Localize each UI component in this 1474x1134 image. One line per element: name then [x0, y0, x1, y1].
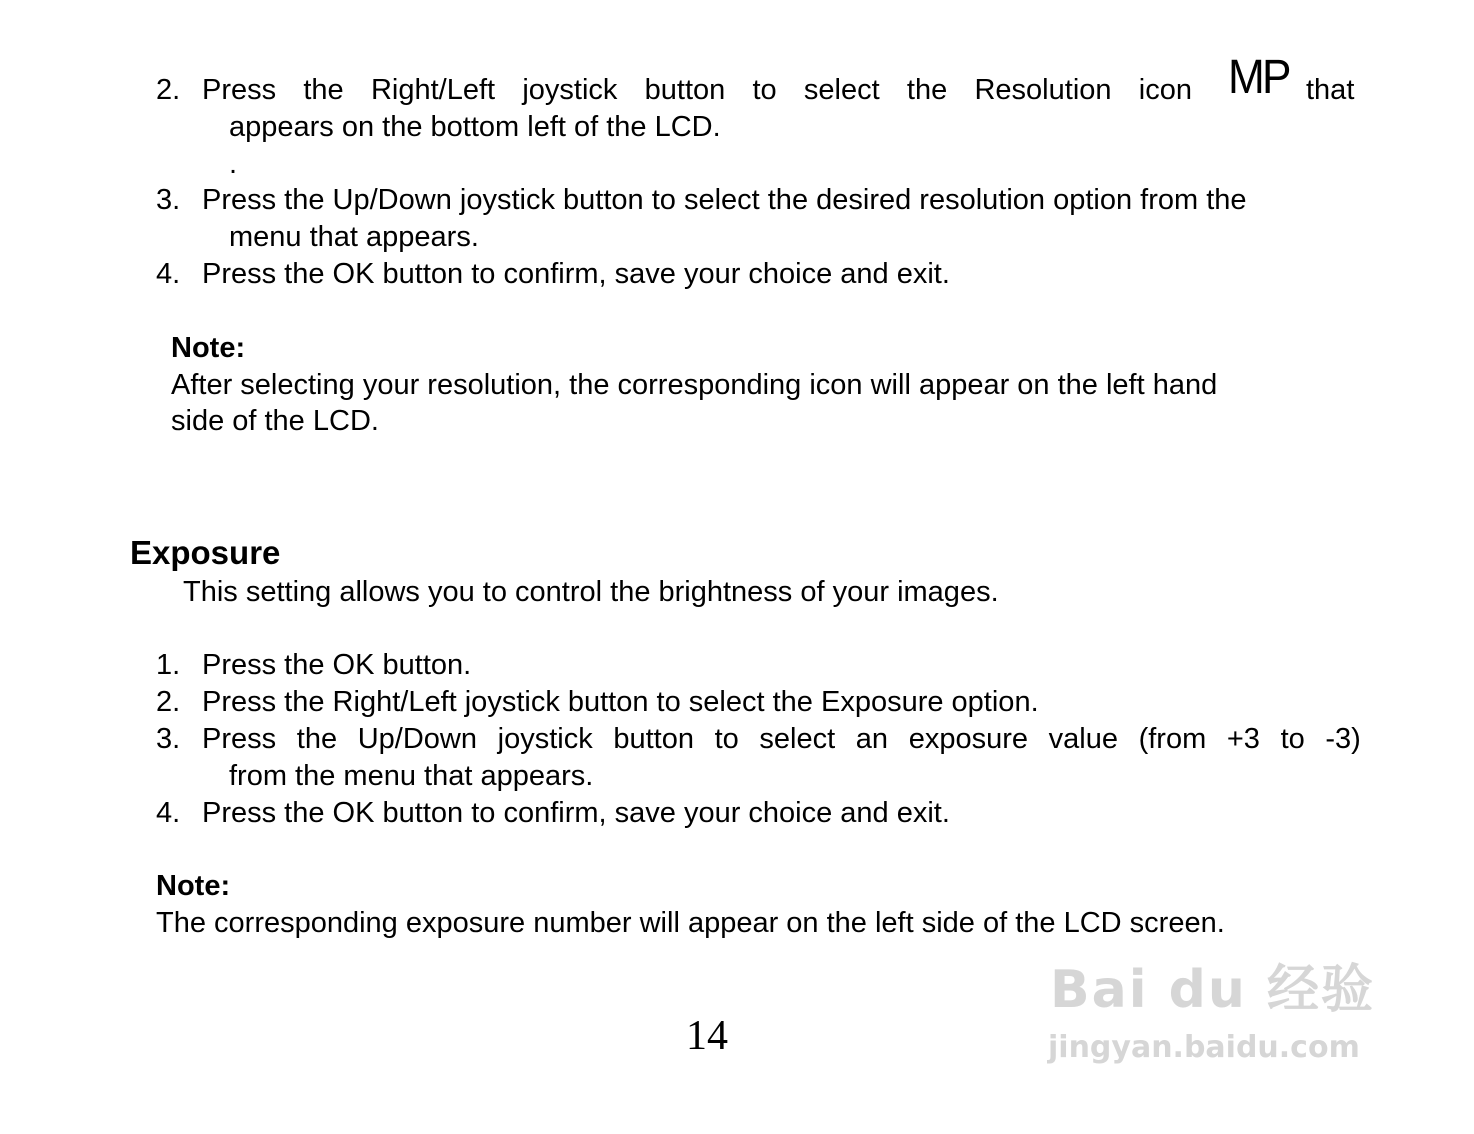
word: exposure — [908, 723, 1028, 755]
note-label: Note: — [171, 332, 246, 364]
list-number: 4. — [156, 258, 181, 290]
word: icon — [1138, 74, 1192, 106]
exposure-step-4-text: Press the OK button to confirm, save your choice and exit. — [202, 797, 950, 829]
list-number: 2. — [156, 686, 181, 718]
word: select — [803, 74, 880, 106]
word: -3) — [1325, 723, 1361, 755]
resolution-step-4-text: Press the OK button to confirm, save your choice and exit. — [202, 258, 950, 290]
baidu-watermark-logo: Bai du 经验 — [1050, 960, 1375, 1020]
word: value — [1048, 723, 1118, 755]
word: the — [906, 74, 948, 106]
exposure-intro: This setting allows you to control the brightness of your images. — [183, 576, 999, 608]
exposure-step-3-continuation: from the menu that appears. — [229, 760, 594, 792]
stray-period: . — [229, 148, 238, 180]
word: that — [1306, 74, 1355, 106]
exposure-step-1-text: Press the OK button. — [202, 649, 472, 681]
word: joystick — [522, 74, 618, 106]
resolution-step-2-line — [202, 72, 1192, 109]
word: Resolution — [974, 74, 1112, 106]
word: joystick — [497, 723, 593, 755]
resolution-step-3-text: Press the Up/Down joystick button to select the desired resolution option from the — [202, 184, 1247, 216]
section-heading-exposure: Exposure — [130, 534, 281, 571]
word: button — [644, 74, 726, 106]
word: (from — [1138, 723, 1207, 755]
word: Press — [202, 723, 277, 755]
word: an — [855, 723, 889, 755]
word: +3 — [1226, 723, 1260, 755]
list-number: 3. — [156, 184, 181, 216]
list-number: 3. — [156, 723, 181, 755]
note-text: After selecting your resolution, the corresponding icon will appear on the left hand — [171, 369, 1218, 401]
resolution-step-3-continuation: menu that appears. — [229, 221, 479, 253]
list-number: 1. — [156, 649, 181, 681]
exposure-step-2-text: Press the Right/Left joystick button to select the Exposure option. — [202, 686, 1039, 718]
word: to — [1280, 723, 1305, 755]
word: to — [714, 723, 739, 755]
note-text: The corresponding exposure number will appear on the left side of the LCD screen. — [156, 907, 1225, 939]
word: the — [296, 723, 338, 755]
word: button — [613, 723, 694, 755]
list-number: 2. — [156, 74, 181, 106]
note-label: Note: — [156, 870, 231, 902]
resolution-step-2-continuation: appears on the bottom left of the LCD. — [229, 111, 721, 143]
list-number: 4. — [156, 797, 181, 829]
word: Up/Down — [357, 723, 477, 755]
baidu-watermark-url: jingyan.baidu.com — [1048, 1030, 1360, 1065]
resolution-mp-icon: MP — [1228, 51, 1289, 104]
word: select — [759, 723, 836, 755]
word: Right/Left — [370, 74, 496, 106]
exposure-step-3-line — [202, 721, 1361, 758]
word: to — [752, 74, 777, 106]
word: Press — [202, 74, 277, 106]
page-number: 14 — [686, 1013, 728, 1059]
note-text: side of the LCD. — [171, 405, 379, 437]
word: the — [303, 74, 344, 106]
